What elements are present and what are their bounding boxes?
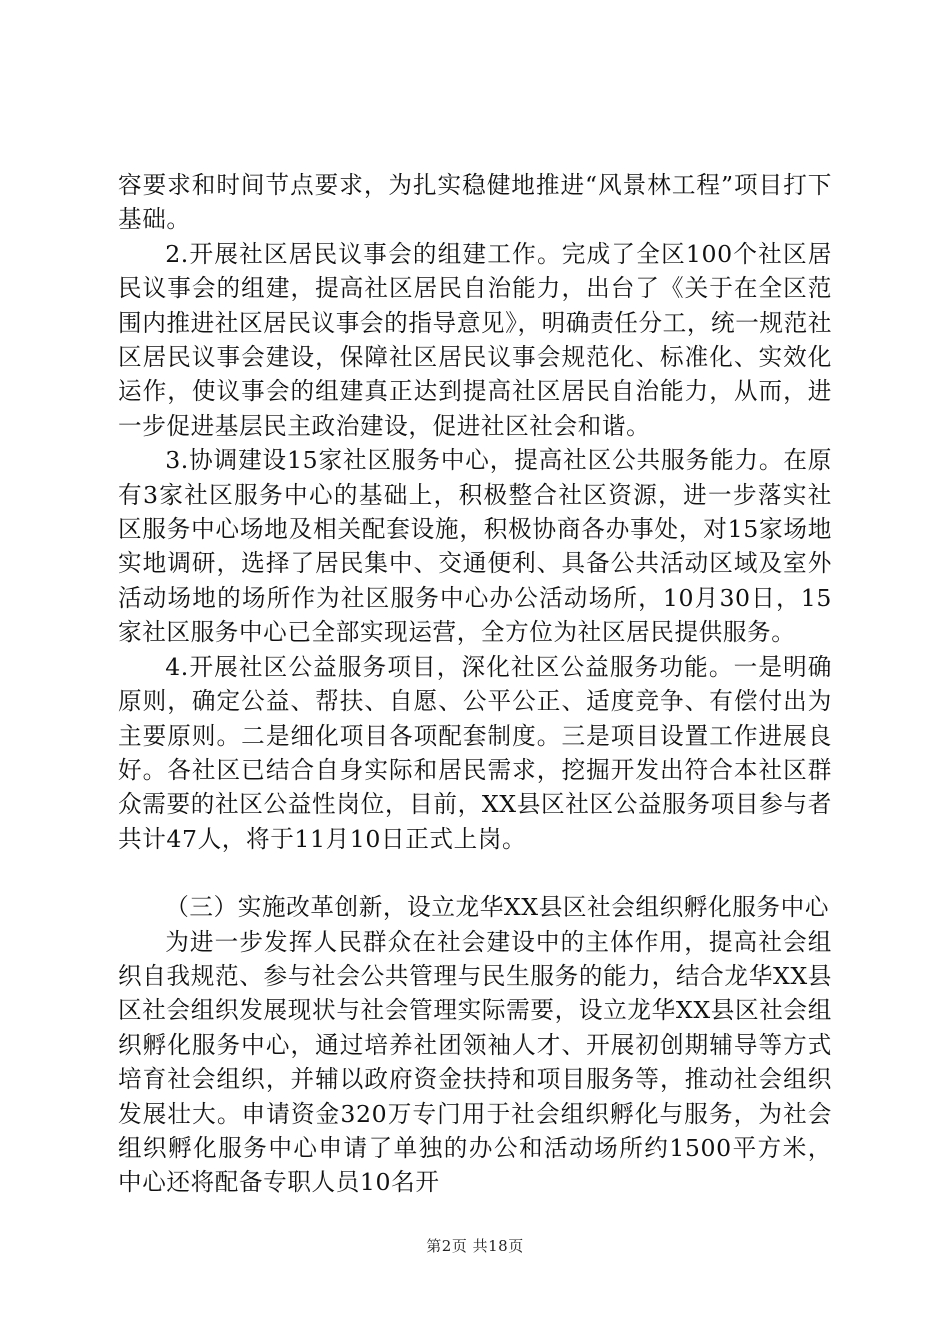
page-footer: 第2页 共18页 (426, 1237, 524, 1255)
paragraph-section-body: 为进一步发挥人民群众在社会建设中的主体作用，提高社会组织自我规范、参与社会公共管理与民生服务的能力，结合龙华XX县区社会组织发展现状与社会管理实际需要，设立龙华XX县区社会组织孵化服务中心，通过培养社团领袖人才、开展初创期辅导等方式培育社会组织，并辅以政府资金扶持和项目服务等，推动社会组织发展壮大。申请资金320万专门用于社会组织孵化与服务，为社会组织孵化服务中心申请了单独的办公和活动场所约1500平方米，中心还将配备专职人员10名开 (118, 927, 832, 1197)
paragraph-item-4: 4.开展社区公益服务项目，深化社区公益服务功能。一是明确原则，确定公益、帮扶、自愿、公平公正、适度竞争、有偿付出为主要原则。二是细化项目各项配套制度。三是项目设置工作进展良好。各社区已结合自身实际和居民需求，挖掘开发出符合本社区群众需要的社区公益性岗位，目前，XX县区社区公益服务项目参与者共计47人，将于11月10日正式上岗。 (118, 652, 832, 853)
section-heading: （三）实施改革创新，设立龙华XX县区社会组织孵化服务中心 (165, 893, 830, 922)
section-spacer (118, 856, 832, 890)
paragraph-item-3: 3.协调建设15家社区服务中心，提高社区公共服务能力。在原有3家社区服务中心的基础上，积极整合社区资源，进一步落实社区服务中心场地及相关配套设施，积极协商各办事处，对15家场地实地调研，选择了居民集中、交通便利、具备公共活动区域及室外活动场地的场所作为社区服务中心办公活动场所，10月30日，15家社区服务中心已全部实现运营，全方位为社区居民提供服务。 (118, 446, 832, 647)
paragraph-item-2: 2.开展社区居民议事会的组建工作。完成了全区100个社区居民议事会的组建，提高社区居民自治能力，出台了《关于在全区范围内推进社区居民议事会的指导意见》，明确责任分工，统一规范社区居民议事会建设，保障社区居民议事会规范化、标准化、实效化运作，使议事会的组建真正达到提高社区居民自治能力，从而，进一步促进基层民主政治建设，促进社区社会和谐。 (118, 239, 833, 440)
document-body (118, 168, 832, 1200)
paragraph-continuation: 容要求和时间节点要求，为扎实稳健地推进“风景林工程”项目打下基础。 (118, 171, 832, 234)
